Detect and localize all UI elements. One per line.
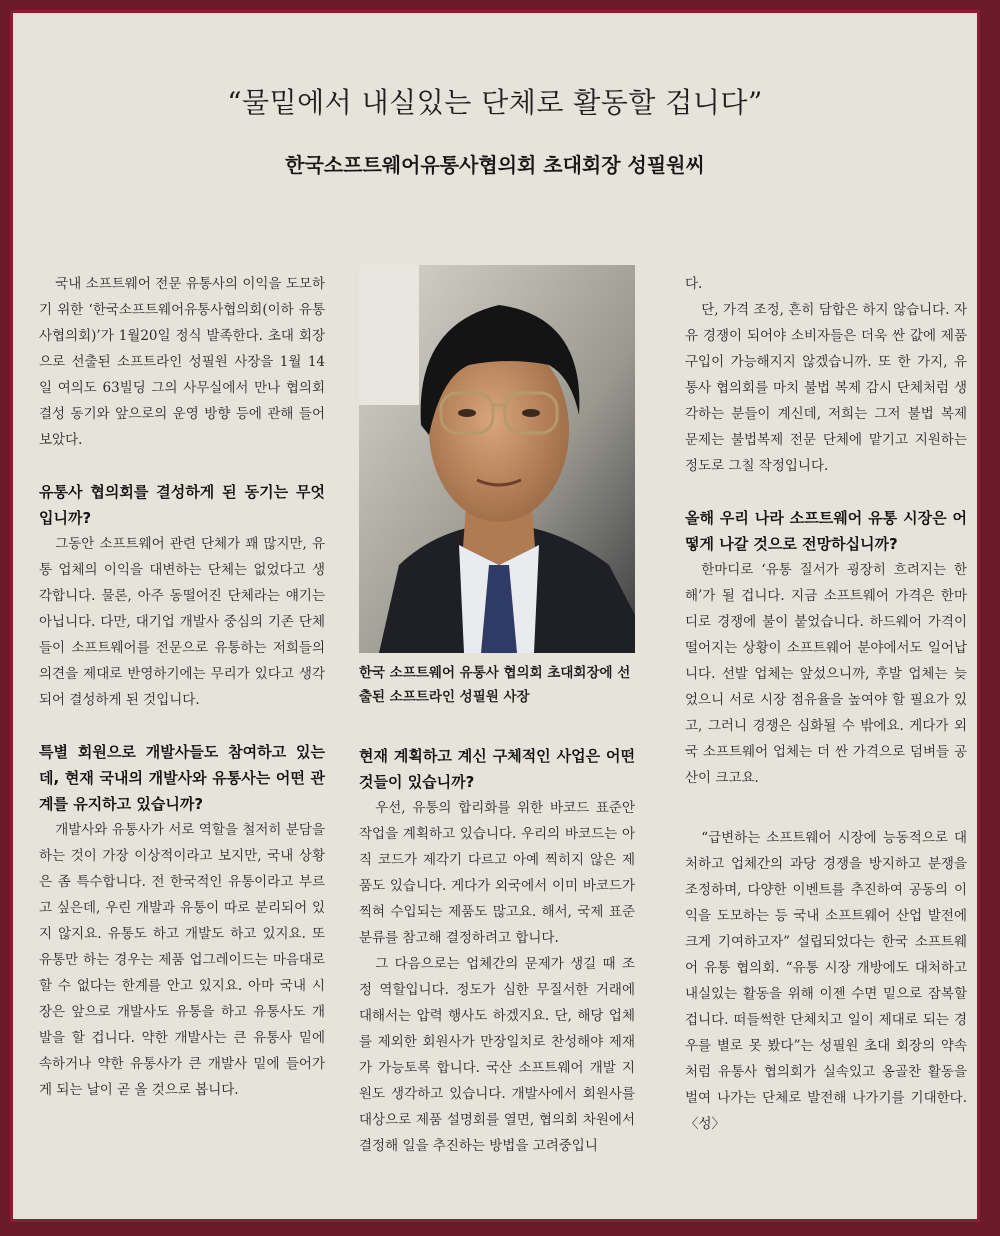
column-right (685, 271, 967, 1137)
question-2: 특별 회원으로 개발사들도 참여하고 있는데, 현재 국내의 개발사와 유통사는 어떤 관계를 유지하고 있습니까? (39, 743, 325, 813)
answer-4: 한마디로 ‘유통 질서가 굉장히 흐려지는 한 해’가 될 겁니다. 지금 소프트웨어 가격은 한마디로 경쟁에 불이 붙었습니다. 하드웨어 가격이 떨어지는 상황이 소프트웨어 분야에서도 일어납니다. 선발 업체는 앞섰으니까, 후발 업체는 늦었으니 서로 시장 점유율을 높여야 할 필요가 있고, 그러니 경쟁은 심화될 수 밖에요. 게다가 외국 소프트웨어 업체는 더 싼 가격으로 덤벼들 공산이 크고요. (685, 562, 967, 786)
question-1: 유통사 협의회를 결성하게 된 동기는 무엇입니까? (39, 483, 325, 527)
answer-3-paragraph-3: 단, 가격 조정, 흔히 담합은 하지 않습니다. 자유 경쟁이 되어야 소비자들은 더욱 싼 값에 제품 구입이 가능해지지 않겠습니까. 또 한 가지, 유통사 협의회를 마치 불법 복제 감시 단체처럼 생각하는 분들이 계신데, 저희는 그저 불법 복제 문제는 불법복제 전문 단체에 맡기고 지원하는 정도로 그칠 작정입니다. (685, 302, 967, 474)
photo-caption: 한국 소프트웨어 유통사 협의회 초대회장에 선출된 소프트라인 성필원 사장 (359, 665, 631, 705)
headline: “물밑에서 내실있는 단체로 활동할 겁니다” (227, 86, 763, 119)
answer-3-paragraph-2: 그 다음으로는 업체간의 문제가 생길 때 조정 역할입니다. 정도가 심한 무질서한 거래에 대해서는 압력 행사도 하겠지요. 단, 해당 업체를 제외한 회원사가 만장일치로 찬성해야 제재가 가능토록 합니다. 국산 소프트웨어 개발 지원도 생각하고 있습니다. 개발사에서 회원사를 대상으로 제품 설명회를 열면, 협의회 차원에서 결정해 일을 추진하는 방법을 고려중입니 (359, 956, 635, 1154)
answer-2: 개발사와 유통사가 서로 역할을 철저히 분담을 하는 것이 가장 이상적이라고 보지만, 국내 상황은 좀 특수합니다. 전 한국적인 유통이라고 부르고 싶은데, 우린 개발과 유통이 따로 분리되어 있지 않지요. 유통도 하고 개발도 하고 있지요. 또 유통만 하는 경우는 제품 업그레이드는 마음대로 할 수 없다는 한계를 안고 있지요. 아마 국내 시장은 앞으로 개발사도 유통을 하고 유통사도 개발을 할 겁니다. 약한 개발사는 큰 유통사 밑에 속하거나 약한 유통사가 큰 개발사 밑에 들어가게 되는 날이 곧 올 것으로 봅니다. (39, 822, 325, 1098)
answer-3-paragraph-1: 우선, 유통의 합리화를 위한 바코드 표준안 작업을 계획하고 있습니다. 우리의 바코드는 아직 코드가 제각기 다르고 아예 찍히지 않은 제품도 있습니다. 게다가 외국에서 이미 바코드가 찍혀 수입되는 제품도 많고요. 해서, 국제 표준 분류를 참고해 결정하려고 합니다. (359, 800, 635, 946)
question-4: 올해 우리 나라 소프트웨어 유통 시장은 어떻게 나갈 것으로 전망하십니까? (685, 509, 967, 553)
closing-paragraph: “급변하는 소프트웨어 시장에 능동적으로 대처하고 업체간의 과당 경쟁을 방지하고 분쟁을 조정하며, 다양한 이벤트를 추진하여 공동의 이익을 도모하는 등 국내 소프트웨어 산업 발전에 크게 기여하고자” 설립되었다는 한국 소프트웨어 유통 협의회. “유통 시장 개방에도 대처하고 내실있는 활동을 위해 이젠 수면 밑으로 잠복할 겁니다. 떠들썩한 단체치고 일이 제대로 되는 경우를 별로 못 봤다”는 성필원 초대 회장의 약속처럼 유통사 협의회가 실속있고 옹골찬 활동을 벌여 나가는 단체로 발전해 나가기를 기대한다.〈성〉 (685, 830, 967, 1132)
magazine-page (10, 10, 980, 1222)
column-left (39, 271, 325, 1103)
interviewee-photo (359, 265, 635, 653)
column-middle (359, 743, 635, 1159)
answer-3-continuation: 다. (685, 276, 703, 292)
answer-1: 그동안 소프트웨어 관련 단체가 꽤 많지만, 유통 업체의 이익을 대변하는 단체는 없었다고 생각합니다. 물론, 아주 동떨어진 단체라는 얘기는 아닙니다. 다만, 대기업 개발사 중심의 기존 단체들이 소프트웨어를 전문으로 유통하는 저희들의 의견을 제대로 반영하기에는 무리가 있다고 생각되어 결성하게 된 것입니다. (39, 536, 325, 708)
question-3: 현재 계획하고 계신 구체적인 사업은 어떤 것들이 있습니까? (359, 747, 635, 791)
intro-paragraph: 국내 소프트웨어 전문 유통사의 이익을 도모하기 위한 ‘한국소프트웨어유통사협의회(이하 유통사협의회)’가 1월20일 정식 발족한다. 초대 회장으로 선출된 소프트라인 성필원 사장을 1월 14일 여의도 63빌딩 그의 사무실에서 만나 협의회 결성 동기와 앞으로의 운영 방향 등에 관해 들어보았다. (39, 276, 325, 448)
subhead: 한국소프트웨어유통사협의회 초대회장 성필원씨 (285, 153, 705, 177)
